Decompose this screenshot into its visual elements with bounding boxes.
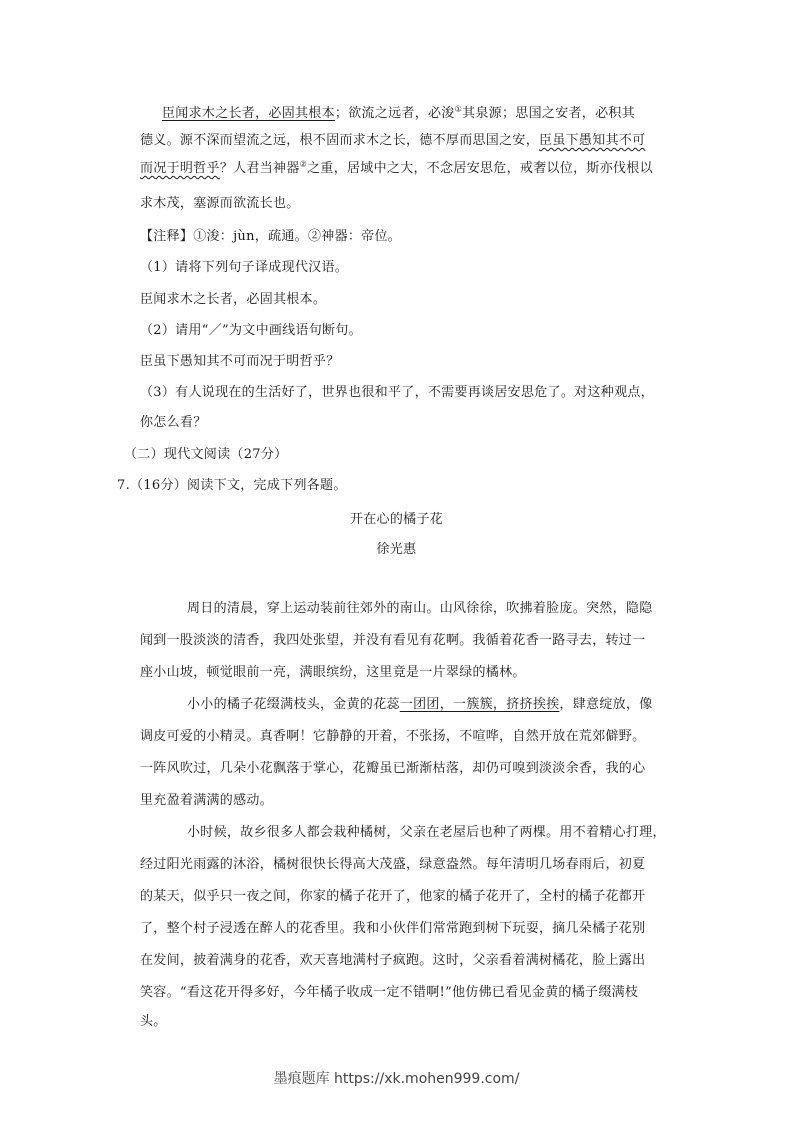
classical-line-1: 臣闻求木之长者，必固其根本；欲流之远者，必浚①其泉源；思国之安者，必积其 bbox=[162, 104, 635, 121]
paragraph-b-line-4: 里充盈着满满的感动。 bbox=[140, 793, 274, 808]
paragraph-c-line-7: 头。 bbox=[140, 1014, 167, 1029]
paragraph-a-line-2: 闻到一股淡淡的清香，我四处张望，并没有看见有花啊。我循着花香一路寻去，转过一 bbox=[140, 633, 646, 648]
underlined-sentence: 臣闻求木之长者，必固其根本 bbox=[162, 106, 335, 121]
paragraph-a-line-3: 座小山坡，顿觉眼前一亮，满眼缤纷，这里竟是一片翠绿的橘林。 bbox=[140, 665, 526, 680]
footer-watermark: 墨痕题库 https://xk.mohen999.com/ bbox=[273, 1071, 520, 1087]
note-mark: ① bbox=[454, 104, 463, 114]
paragraph-c-line-6: 笑容。“看这花开得多好，今年橘子收成一定不错啊!”他仿佛已看见金黄的橘子缀满枝 bbox=[140, 985, 639, 1000]
paragraph-c-line-1: 小时候，故乡很多人都会栽种橘树，父亲在老屋后也种了两棵。用不着精心打理， bbox=[187, 825, 666, 840]
question-3: （3）有人说现在的生活好了，世界也很和平了，不需要再谈居安思危了。对这种观点， bbox=[140, 385, 654, 400]
question-1-text: 臣闻求木之长者，必固其根本。 bbox=[140, 292, 327, 307]
section-title: （二）现代文阅读（27分） bbox=[124, 447, 288, 462]
wavy-underlined-sentence: 臣虽下愚知其不可 bbox=[539, 133, 646, 148]
question-2: （2）请用“／”为文中画线语句断句。 bbox=[140, 323, 362, 338]
question-2-text: 臣虽下愚知其不可而况于明哲乎？ bbox=[140, 354, 340, 369]
question-3-cont: 你怎么看？ bbox=[140, 415, 207, 430]
paragraph-b-line-2: 调皮可爱的小精灵。真香啊！它静静的开着，不张扬，不喧哗，自然开放在荒郊僻野。 bbox=[140, 729, 646, 744]
paragraph-b-line-3: 一阵风吹过，几朵小花飘落于掌心，花瓣虽已渐渐枯落，却仍可嗅到淡淡余香，我的心 bbox=[140, 761, 646, 776]
paragraph-a-line-1: 周日的清晨，穿上运动装前往郊外的南山。山风徐徐，吹拂着脸庞。突然，隐隐 bbox=[187, 601, 653, 616]
article-author: 徐光惠 bbox=[376, 542, 417, 557]
classical-line-4: 求木茂，塞源而欲流长也。 bbox=[140, 196, 300, 211]
classical-line-3: 而况于明哲乎？人君当神器②之重，居域中之大，不念居安思危，戒奢以位，斯亦伐根以 bbox=[140, 159, 653, 176]
classical-line-2: 德义。源不深而望流之远，根不固而求木之长，德不厚而思国之安，臣虽下愚知其不可 bbox=[140, 133, 646, 148]
question-1: （1）请将下列句子译成现代汉语。 bbox=[140, 260, 349, 275]
paragraph-c-line-4: 了，整个村子浸透在醉人的花香里。我和小伙伴们常常跑到树下玩耍，摘几朵橘子花别 bbox=[140, 921, 646, 936]
annotation: 【注释】①浚：jùn，疏通。②神器：帝位。 bbox=[140, 229, 402, 244]
note-mark: ② bbox=[299, 159, 308, 169]
paragraph-c-line-3: 的某天，似乎只一夜之间，你家的橘子花开了，他家的橘子花开了，全村的橘子花都开 bbox=[140, 889, 646, 904]
paragraph-c-line-2: 经过阳光雨露的沐浴，橘树很快长得高大茂盛，绿意盎然。每年清明几场春雨后，初夏 bbox=[140, 857, 646, 872]
underlined-phrase: 一团团，一簇簇，挤挤挨挨 bbox=[399, 697, 560, 712]
paragraph-b-line-1: 小小的橘子花缀满枝头，金黄的花蕊一团团，一簇簇，挤挤挨挨，肆意绽放，像 bbox=[187, 697, 653, 712]
question-7: 7.（16分）阅读下文，完成下列各题。 bbox=[117, 478, 347, 493]
paragraph-c-line-5: 在发间，披着满身的花香，欢天喜地满村子疯跑。这时，父亲看着满树橘花，脸上露出 bbox=[140, 953, 646, 968]
article-title: 开在心的橘子花 bbox=[349, 512, 444, 527]
wavy-underlined-sentence-end: 而况于明哲乎 bbox=[140, 161, 220, 176]
